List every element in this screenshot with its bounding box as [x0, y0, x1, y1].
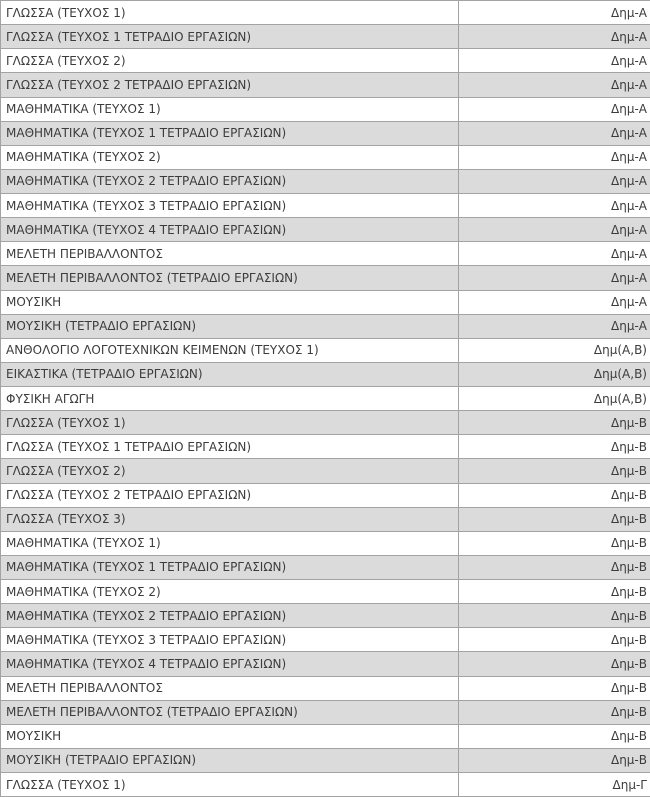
grade-cell: Δημ-Α	[611, 150, 647, 165]
book-title-cell: ΜΑΘΗΜΑΤΙΚΑ (ΤΕΥΧΟΣ 4 ΤΕΤΡΑΔΙΟ ΕΡΓΑΣΙΩΝ)	[1, 218, 459, 241]
table-row	[1, 98, 650, 122]
grade-cell: Δημ(Α,Β)	[593, 367, 647, 382]
table-row	[1, 773, 650, 797]
table-row	[1, 218, 650, 242]
table-row	[1, 73, 650, 97]
grade-cell: Δημ-Β	[610, 560, 647, 575]
grade-cell: Δημ-Β	[610, 536, 647, 551]
book-title-cell: ΜΕΛΕΤΗ ΠΕΡΙΒΑΛΛΟΝΤΟΣ (ΤΕΤΡΑΔΙΟ ΕΡΓΑΣΙΩΝ)	[1, 701, 459, 724]
table-row	[1, 339, 650, 363]
table-row	[1, 387, 650, 411]
table-row	[1, 146, 650, 170]
grade-cell: Δημ(Α,Β)	[593, 343, 647, 358]
grade-cell: Δημ-Β	[610, 463, 647, 478]
table-row	[1, 484, 650, 508]
grade-cell: Δημ-Β	[610, 488, 647, 503]
grade-cell: Δημ-Α	[611, 126, 647, 141]
table-row	[1, 242, 650, 266]
book-title-cell: ΓΛΩΣΣΑ (ΤΕΥΧΟΣ 1)	[1, 1, 459, 24]
grade-cell: Δημ-Β	[610, 439, 647, 454]
table-row	[1, 459, 650, 483]
grade-cell: Δημ-Β	[610, 608, 647, 623]
book-title-cell: ΜΑΘΗΜΑΤΙΚΑ (ΤΕΥΧΟΣ 2)	[1, 146, 459, 169]
grade-cell: Δημ-Α	[611, 5, 647, 20]
grade-cell: Δημ-Α	[611, 246, 647, 261]
book-title-cell: ΓΛΩΣΣΑ (ΤΕΥΧΟΣ 1 ΤΕΤΡΑΔΙΟ ΕΡΓΑΣΙΩΝ)	[1, 25, 459, 48]
grade-cell: Δημ(Α,Β)	[593, 391, 647, 406]
grade-cell: Δημ-Α	[611, 319, 647, 334]
book-title-cell: ΜΟΥΣΙΚΗ (ΤΕΤΡΑΔΙΟ ΕΡΓΑΣΙΩΝ)	[1, 749, 459, 772]
book-title-cell: ΓΛΩΣΣΑ (ΤΕΥΧΟΣ 1)	[1, 411, 459, 434]
grade-cell: Δημ-Β	[610, 584, 647, 599]
table-row	[1, 25, 650, 49]
grade-cell: Δημ-Α	[611, 295, 647, 310]
grade-cell: Δημ-Α	[611, 29, 647, 44]
table-row	[1, 677, 650, 701]
book-title-cell: ΦΥΣΙΚΗ ΑΓΩΓΗ	[1, 387, 459, 410]
grade-cell: Δημ-Β	[610, 753, 647, 768]
table-row	[1, 556, 650, 580]
book-title-cell: ΕΙΚΑΣΤΙΚΑ (ΤΕΤΡΑΔΙΟ ΕΡΓΑΣΙΩΝ)	[1, 363, 459, 386]
book-title-cell: ΜΑΘΗΜΑΤΙΚΑ (ΤΕΥΧΟΣ 3 ΤΕΤΡΑΔΙΟ ΕΡΓΑΣΙΩΝ)	[1, 194, 459, 217]
table-row	[1, 725, 650, 749]
table-row	[1, 701, 650, 725]
grade-cell: Δημ-Β	[610, 705, 647, 720]
book-title-cell: ΜΑΘΗΜΑΤΙΚΑ (ΤΕΥΧΟΣ 3 ΤΕΤΡΑΔΙΟ ΕΡΓΑΣΙΩΝ)	[1, 628, 459, 651]
table-row	[1, 315, 650, 339]
grade-cell: Δημ-Β	[610, 729, 647, 744]
table-row	[1, 170, 650, 194]
book-title-cell: ΓΛΩΣΣΑ (ΤΕΥΧΟΣ 2 ΤΕΤΡΑΔΙΟ ΕΡΓΑΣΙΩΝ)	[1, 73, 459, 96]
book-title-cell: ΜΑΘΗΜΑΤΙΚΑ (ΤΕΥΧΟΣ 2)	[1, 580, 459, 603]
book-title-cell: ΜΟΥΣΙΚΗ	[1, 291, 459, 314]
book-title-cell: ΓΛΩΣΣΑ (ΤΕΥΧΟΣ 2)	[1, 49, 459, 72]
table-row	[1, 411, 650, 435]
table-row	[1, 652, 650, 676]
table-row	[1, 508, 650, 532]
table-row	[1, 122, 650, 146]
grade-cell: Δημ-Α	[611, 222, 647, 237]
table-row	[1, 1, 650, 25]
grade-cell: Δημ-Γ	[612, 777, 647, 792]
book-title-cell: ΜΕΛΕΤΗ ΠΕΡΙΒΑΛΛΟΝΤΟΣ	[1, 677, 459, 700]
grade-cell: Δημ-Β	[610, 415, 647, 430]
table-row	[1, 194, 650, 218]
grade-cell: Δημ-Α	[611, 198, 647, 213]
grade-cell: Δημ-Α	[611, 270, 647, 285]
grade-cell: Δημ-Α	[611, 77, 647, 92]
book-title-cell: ΜΑΘΗΜΑΤΙΚΑ (ΤΕΥΧΟΣ 1 ΤΕΤΡΑΔΙΟ ΕΡΓΑΣΙΩΝ)	[1, 556, 459, 579]
book-title-cell: ΜΑΘΗΜΑΤΙΚΑ (ΤΕΥΧΟΣ 1)	[1, 532, 459, 555]
book-title-cell: ΓΛΩΣΣΑ (ΤΕΥΧΟΣ 2 ΤΕΤΡΑΔΙΟ ΕΡΓΑΣΙΩΝ)	[1, 484, 459, 507]
book-title-cell: ΜΑΘΗΜΑΤΙΚΑ (ΤΕΥΧΟΣ 1)	[1, 98, 459, 121]
grade-cell: Δημ-Α	[611, 102, 647, 117]
book-title-cell: ΓΛΩΣΣΑ (ΤΕΥΧΟΣ 1 ΤΕΤΡΑΔΙΟ ΕΡΓΑΣΙΩΝ)	[1, 435, 459, 458]
book-title-cell: ΑΝΘΟΛΟΓΙΟ ΛΟΓΟΤΕΧΝΙΚΩΝ ΚΕΙΜΕΝΩΝ (ΤΕΥΧΟΣ 1)	[1, 339, 459, 362]
book-title-cell: ΜΕΛΕΤΗ ΠΕΡΙΒΑΛΛΟΝΤΟΣ	[1, 242, 459, 265]
book-title-cell: ΜΑΘΗΜΑΤΙΚΑ (ΤΕΥΧΟΣ 2 ΤΕΤΡΑΔΙΟ ΕΡΓΑΣΙΩΝ)	[1, 604, 459, 627]
grade-cell: Δημ-Β	[610, 656, 647, 671]
book-title-cell: ΜΑΘΗΜΑΤΙΚΑ (ΤΕΥΧΟΣ 2 ΤΕΤΡΑΔΙΟ ΕΡΓΑΣΙΩΝ)	[1, 170, 459, 193]
table-row	[1, 49, 650, 73]
book-title-cell: ΓΛΩΣΣΑ (ΤΕΥΧΟΣ 1)	[1, 773, 459, 796]
table-row	[1, 363, 650, 387]
grade-cell: Δημ-Β	[610, 681, 647, 696]
table-row	[1, 532, 650, 556]
book-title-cell: ΓΛΩΣΣΑ (ΤΕΥΧΟΣ 3)	[1, 508, 459, 531]
table-row	[1, 749, 650, 773]
book-title-cell: ΜΟΥΣΙΚΗ	[1, 725, 459, 748]
grade-cell: Δημ-Β	[610, 632, 647, 647]
book-title-cell: ΜΕΛΕΤΗ ΠΕΡΙΒΑΛΛΟΝΤΟΣ (ΤΕΤΡΑΔΙΟ ΕΡΓΑΣΙΩΝ)	[1, 266, 459, 289]
table-row	[1, 604, 650, 628]
table-row	[1, 628, 650, 652]
book-title-cell: ΓΛΩΣΣΑ (ΤΕΥΧΟΣ 2)	[1, 459, 459, 482]
table-row	[1, 435, 650, 459]
book-title-cell: ΜΟΥΣΙΚΗ (ΤΕΤΡΑΔΙΟ ΕΡΓΑΣΙΩΝ)	[1, 315, 459, 338]
grade-cell: Δημ-Β	[610, 512, 647, 527]
grade-cell: Δημ-Α	[611, 53, 647, 68]
table-row	[1, 580, 650, 604]
grade-cell: Δημ-Α	[611, 174, 647, 189]
book-title-cell: ΜΑΘΗΜΑΤΙΚΑ (ΤΕΥΧΟΣ 1 ΤΕΤΡΑΔΙΟ ΕΡΓΑΣΙΩΝ)	[1, 122, 459, 145]
book-title-cell: ΜΑΘΗΜΑΤΙΚΑ (ΤΕΥΧΟΣ 4 ΤΕΤΡΑΔΙΟ ΕΡΓΑΣΙΩΝ)	[1, 652, 459, 675]
table-row	[1, 266, 650, 290]
table-row	[1, 291, 650, 315]
